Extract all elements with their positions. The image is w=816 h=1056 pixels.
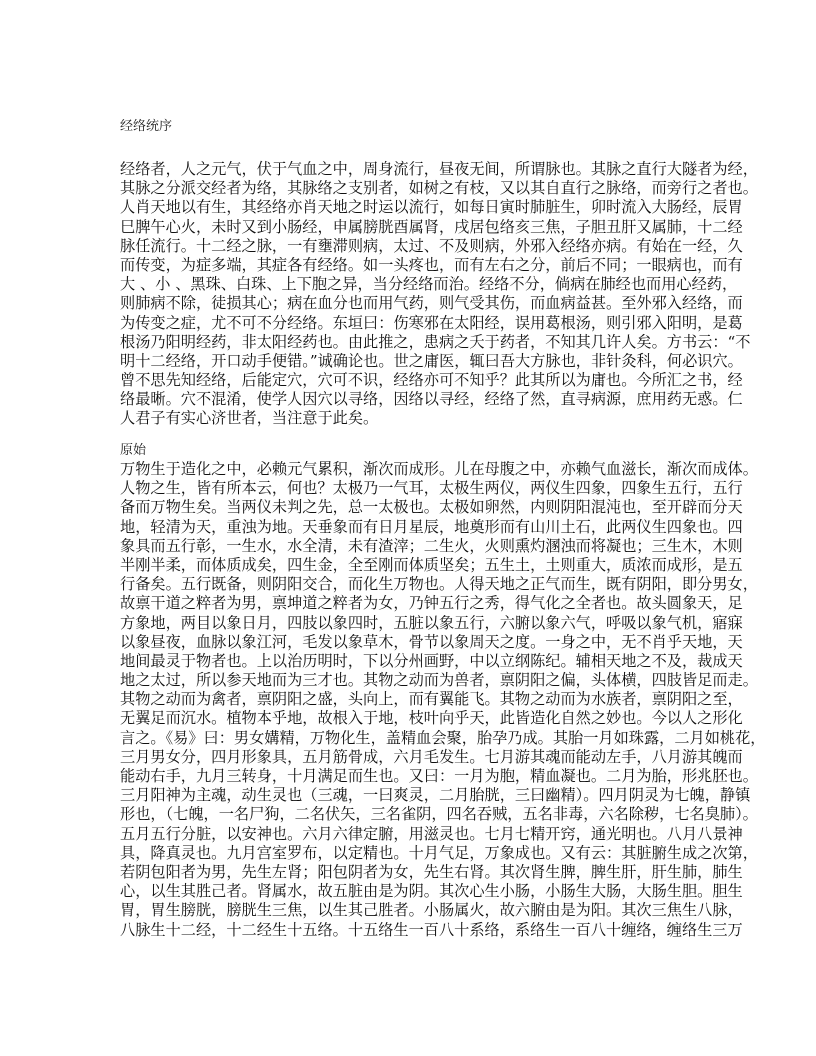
text-line: 脉任流行。十二经之脉，一有壅滞则病，太过、不及则病，外邪入经络亦病。有始在一经，久 <box>120 236 743 255</box>
text-line: 无翼足而沉水。植物本乎地，故根入于地，枝叶向乎天，此皆造化自然之妙也。今以人之形化 <box>120 709 743 728</box>
text-line <box>120 940 700 959</box>
text-line: 人君子有实心济世者，当注意于此矣。 <box>120 409 379 428</box>
text-line: 地，轻清为天，重浊为地。天垂象而有日月星辰，地奠形而有山川土石，此两仪生四象也。四 <box>120 517 743 536</box>
text-line: 能动右手，九月三转身，十月满足而生也。又曰：一月为胞，精血凝也。二月为胎，形兆胚也。 <box>120 767 758 785</box>
text-line: 三月阳神为主魂，动生灵也（三魂，一曰爽灵，二月胎胱，三曰幽精）。四月阴灵为七魄，静镇 <box>120 786 751 805</box>
text-line: 象具而五行彰，一生水，水全清，未有渣滓；二生火，火则熏灼溷浊而将凝也；三生木，木则 <box>120 536 743 555</box>
text-line: 若阴包阳者为男，先生左肾；阳包阴者为女，先生右肾。其次肾生脾，脾生肝，肝生肺，肺生 <box>120 862 743 881</box>
text-line <box>120 978 700 997</box>
text-line: 五月五行分脏，以安神也。六月六律定腑，用滋灵也。七月七精开窍，通光明也。八月八景神 <box>120 824 743 843</box>
text-line: 大 、小 、黑珠、白珠、上下胞之异，当分经络而治。经络不分，倘病在肺经也而用心经药， <box>120 275 738 294</box>
text-line: 经络者，人之元气，伏于气血之中，周身流行，昼夜无间，所谓脉也。其脉之直行大隧者为经， <box>120 160 758 178</box>
text-line <box>120 997 700 1016</box>
text-line: 以象昼夜，血脉以象江河，毛发以象草木，骨节以象周天之度。一身之中，无不肖乎天地，天 <box>120 632 743 651</box>
text-line: 络最晰。穴不混淆，使学人因穴以寻络，因络以寻经，经络了然，直寻病源，庶用药无惑。仁 <box>120 390 743 409</box>
text-line: 其脉之分派交经者为络，其脉络之支别者，如树之有枝，又以其自直行之脉络，而旁行之者也。 <box>120 179 758 198</box>
section-heading-yuanshi: 原始 <box>120 443 147 458</box>
text-line: 地间最灵于物者也。上以治历明时，下以分州画野，中以立纲陈纪。辅相天地之不及，裁成天 <box>120 651 743 670</box>
text-line: 具，降真灵也。九月宫室罗布，以定精也。十月气足，万象成也。又有云：其脏腑生成之次第， <box>120 843 758 862</box>
text-line: 备而万物生矣。当两仪未判之先，总一太极也。太极如卵然，内则阴阳混沌也，至开辟而分天 <box>120 498 743 517</box>
text-line: 巳脾午心火，未时又到小肠经，申属膀胱酉属肾，戌居包络亥三焦，子胆丑肝又属肺，十二经 <box>120 217 743 236</box>
text-line: 心，以生其胜己者。肾属水，故五脏由是为阴。其次心生小肠，小肠生大肠，大肠生胆。胆生 <box>120 882 743 901</box>
text-line: 人肖天地以有生，其经络亦肖天地之时运以流行，如每日寅时肺脏生，卯时流入大肠经，辰胃 <box>120 198 743 217</box>
text-line <box>120 1016 700 1035</box>
text-line: 三月男女分，四月形象具，五月筋骨成，六月毛发生。七月游其魂而能动左手，八月游其魄而 <box>120 747 743 766</box>
text-line: 半刚半柔，而体质成矣，四生金，全至刚而体质坚矣；五生土，土则重大，质浓而成形，是五 <box>120 555 743 574</box>
text-line: 八脉生十二经，十二经生十五络。十五络生一百八十系络，系络生一百八十缠络，缠络生三万 <box>120 920 743 939</box>
text-line: 明十二经络，开口动手便错。”诚确论也。世之庸医，辄曰吾大方脉也，非针灸科，何必识穴。 <box>120 351 743 370</box>
text-line: 则肺病不除，徒损其心；病在血分也而用气药，则气受其伤，而血病益甚。至外邪入经络，而 <box>120 294 743 313</box>
text-line: 为传变之症，尤不可不分经络。东垣曰：伤寒邪在太阳经，误用葛根汤，则引邪入阳明，是葛 <box>120 313 743 332</box>
text-line: 万物生于造化之中，必赖元气累积，渐次而成形。儿在母腹之中，亦赖气血滋长，渐次而成体。 <box>120 460 758 478</box>
text-line: 言之。《易》曰：男女媾精，万物化生，盖精血会聚，胎孕乃成。其胎一月如珠露，二月如桃花， <box>120 728 766 747</box>
text-line: 根汤乃阳明经药，非太阳经药也。由此推之，患病之夭于药者，不知其几许人矣。方书云：“不 <box>120 332 751 351</box>
paragraph-jingluo-tongxu <box>120 160 758 429</box>
text-line: 形也，（七魄，一名尸狗，二名伏矢，三名雀阴，四名吞贼，五名非毒，六名除秽，七名臭肺）。 <box>120 805 758 824</box>
section-heading-jingluo-tongxu: 经络统序 <box>120 119 173 134</box>
text-line: 地之太过，所以参天地而为三才也。其物之动而为兽者，禀阴阳之偏，头体横，四肢皆足而走。 <box>120 671 758 690</box>
text-line: 故禀干道之粹者为男，禀坤道之粹者为女，乃钟五行之秀，得气化之全者也。故头圆象天，足 <box>120 594 743 613</box>
paragraph-yuanshi <box>120 460 766 1036</box>
text-line: 曾不思先知经络，后能定穴，穴可不识，经络亦可不知乎？此其所以为庸也。今所汇之书，经 <box>120 371 743 390</box>
text-line: 而传变，为症多端，其症各有经络。如一头疼也，而有左右之分，前后不同；一眼病也，而有 <box>120 255 743 274</box>
text-line: 其物之动而为禽者，禀阴阳之盛，头向上，而有翼能飞。其物之动而为水族者，禀阴阳之至， <box>120 690 743 709</box>
text-line <box>120 959 700 978</box>
text-line: 胃，胃生膀胱，膀胱生三焦，以生其己胜者。小肠属火，故六腑由是为阳。其次三焦生八脉， <box>120 901 743 920</box>
text-line: 方象地，两目以象日月，四肢以象四时，五脏以象五行，六腑以象六气，呼吸以象气机，寤寐 <box>120 613 743 632</box>
text-line: 行备矣。五行既备，则阴阳交合，而化生万物也。人得天地之正气而生，既有阴阳，即分男女， <box>120 575 758 594</box>
text-line: 人物之生，皆有所本云，何也？太极乃一气耳，太极生两仪，两仪生四象，四象生五行，五行 <box>120 479 743 498</box>
